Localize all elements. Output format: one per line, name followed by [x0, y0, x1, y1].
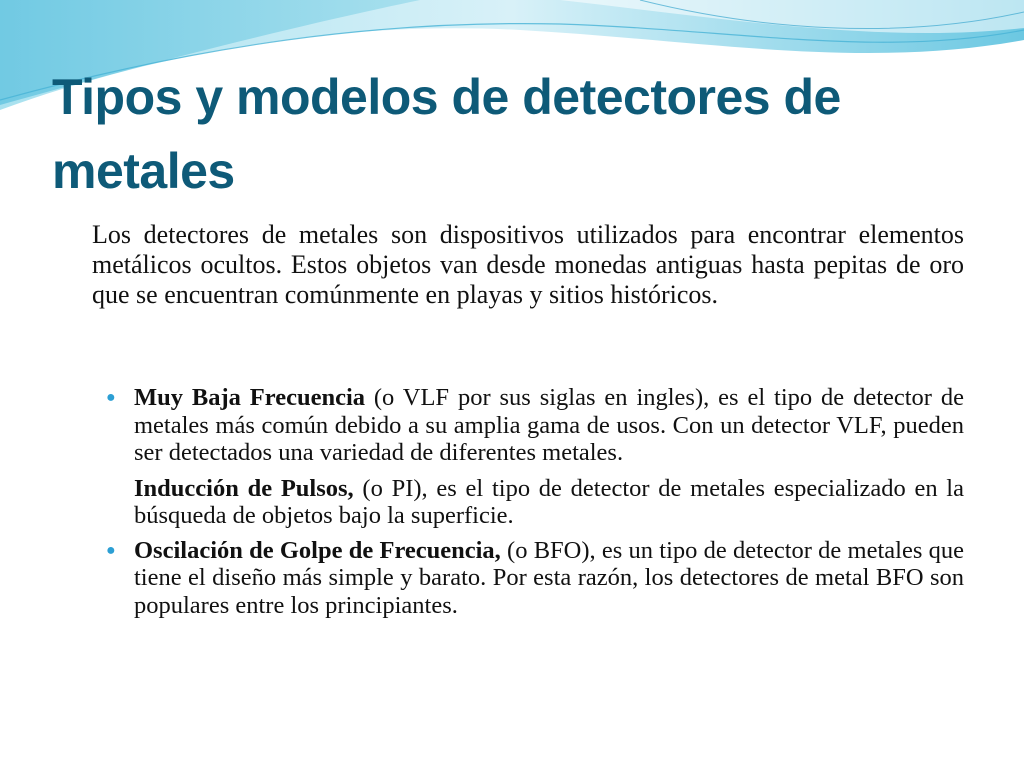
- bullet-dot-icon: ●: [106, 541, 116, 559]
- list-item-vlf: [104, 384, 964, 467]
- intro-paragraph: Los detectores de metales son dispositivos utilizados para encontrar elementos metálicos ocultos. Estos objetos van desde monedas antiguas hasta pepitas de oro que se encuentran comúnmente en playas y sitios históricos.: [92, 220, 964, 309]
- desc-vlf: (o VLF por sus siglas en ingles), es el tipo de detector de metales más común debido a su amplia gama de usos. Con un detector VLF, pueden ser detectados una variedad de diferentes metales.: [134, 384, 964, 466]
- list-item-bfo: [104, 537, 964, 620]
- term-pi: Inducción de Pulsos,: [134, 474, 354, 502]
- term-bfo: Oscilación de Golpe de Frecuencia,: [134, 536, 501, 564]
- bullet-dot-icon: ●: [106, 389, 116, 406]
- list-item-pi: [104, 475, 964, 530]
- detector-types-list: [104, 384, 964, 619]
- term-vlf: Muy Baja Frecuencia: [134, 384, 365, 411]
- desc-pi: (o PI), es el tipo de detector de metales especializado en la búsqueda de objetos bajo la superficie.: [134, 474, 964, 529]
- desc-bfo: (o BFO), es un tipo de detector de metales que tiene el diseño más simple y barato. Por esta razón, los detectores de metal BFO son populares entre los principiantes.: [134, 536, 964, 619]
- slide-title: Tipos y modelos de detectores de metales: [52, 69, 841, 199]
